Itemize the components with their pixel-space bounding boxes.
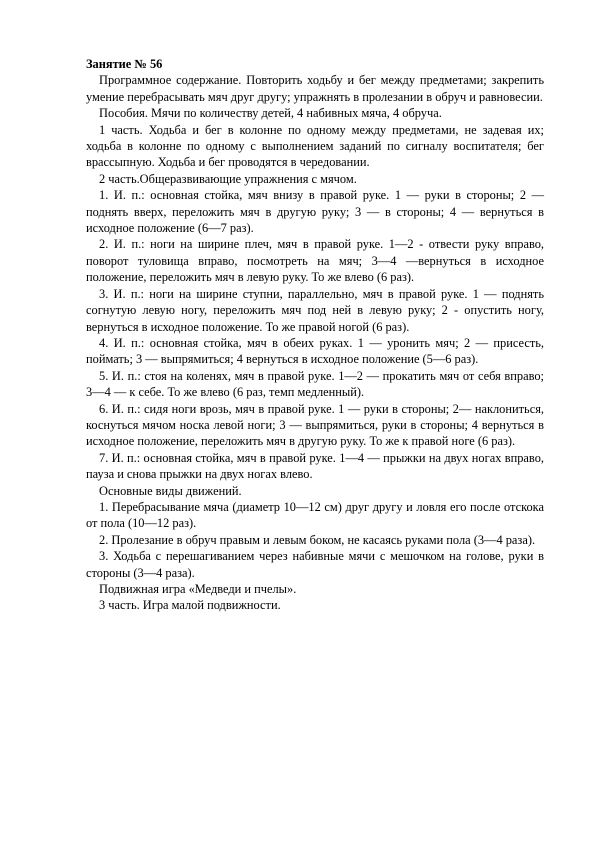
paragraph-exercise-7: 7. И. п.: основная стойка, мяч в правой руке. 1—4 — прыжки на двух ногах вправо, пауза и снова прыжки на двух ногах влево. (86, 450, 544, 482)
paragraph-exercise-2: 2. И. п.: ноги на ширине плеч, мяч в правой руке. 1—2 - отвести руку вправо, поворот туловища вправо, посмотреть на мяч; 3—4 —вернуться в исходное положение, переложить мяч в левую руку. То же влево (6 раз). (86, 237, 544, 285)
paragraph-exercise-5: 5. И. п.: стоя на коленях, мяч в правой руке. 1—2 — прокатить мяч от себя вправо; 3—4 — к себе. То же влево (6 раз, темп медленный). (86, 368, 544, 400)
paragraph-movement-2: 2. Пролезание в обруч правым и левым боком, не касаясь руками пола (3—4 раза). (99, 532, 536, 547)
paragraph-outdoor-game: Подвижная игра «Медведи и пчелы». (99, 582, 297, 596)
paragraph-main-movements-heading: Основные виды движений. (99, 483, 242, 498)
document-body (86, 56, 544, 614)
paragraph-part-1: 1 часть. Ходьба и бег в колонне по одному между предметами, не задевая их; ходьба в колонне по одному с выполнением заданий по сигналу воспитателя; бег врассыпную. Ходьба и бег проводятся в чередовании. (86, 122, 544, 170)
paragraph-exercise-1: 1. И. п.: основная стойка, мяч внизу в правой руке. 1 — руки в стороны; 2 — поднять вверх, переложить мяч в другую руку; 3 — в стороны; 4 — вернуться в исходное положение (6—7 раз). (86, 188, 544, 236)
paragraph-exercise-4: 4. И. п.: основная стойка, мяч в обеих руках. 1 — уронить мяч; 2 — присесть, поймать; 3 — выпрямиться; 4 вернуться в исходное положение (5—6 раз). (86, 335, 544, 367)
paragraph-program-content: Программное содержание. Повторить ходьбу и бег между предметами; закрепить умение перебрасывать мяч друг другу; упражнять в пролезании в обруч и равновесии. (86, 73, 544, 104)
paragraph-part-3: 3 часть. Игра малой подвижности. (99, 598, 281, 613)
paragraph-part-2-heading: 2 часть.Общеразвивающие упражнения с мячом. (99, 171, 357, 186)
paragraph-movement-1: 1. Перебрасывание мяча (диаметр 10—12 см) друг другу и ловля его после отскока от пола (10—12 раз). (86, 499, 544, 531)
lesson-title: Занятие № 56 (86, 57, 163, 71)
paragraph-exercise-6: 6. И. п.: сидя ноги врозь, мяч в правой руке. 1 — руки в стороны; 2— наклониться, коснуться мячом носка левой ноги; 3 — выпрямиться, руки в стороны; 4 вернуться в исходное положение, переложить мяч в другую руку. То же к правой ноге (6 раз). (86, 401, 544, 449)
paragraph-materials: Пособия. Мячи по количеству детей, 4 набивных мяча, 4 обруча. (99, 106, 442, 121)
paragraph-movement-3: 3. Ходьба с перешагиванием через набивные мячи с мешочком на голове, руки в стороны (3—4 раза). (86, 549, 544, 580)
paragraph-exercise-3: 3. И. п.: ноги на ширине ступни, параллельно, мяч в правой руке. 1 — поднять согнутую левую ногу, переложить мяч под ней в левую руку; 2 - опустить ногу, вернуться в исходное положение. То же правой ногой (6 раз). (86, 286, 544, 334)
